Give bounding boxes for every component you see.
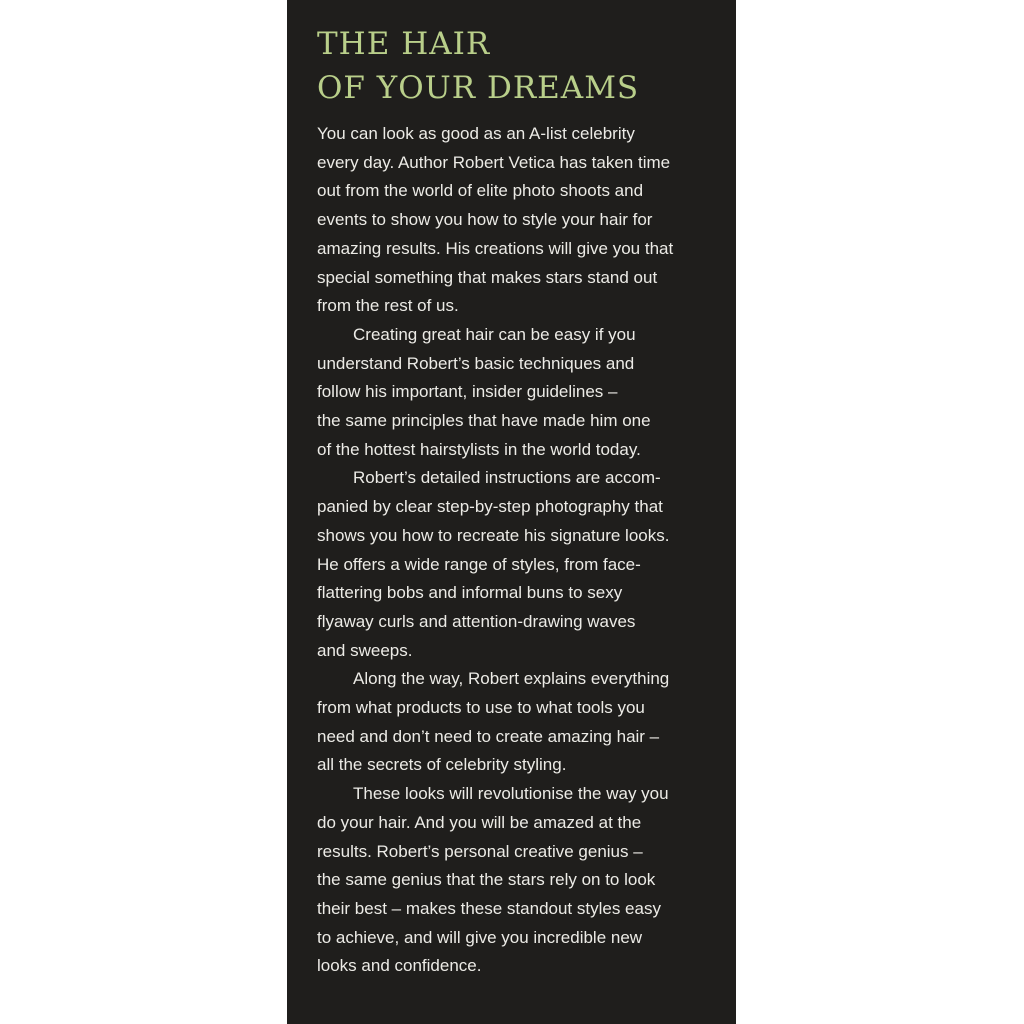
paragraph-2: Creating great hair can be easy if you understand Robert’s basic techniques and follow his important, insider guidelines – the same principles that have made him one of the hottest hairstylists in the world today. — [317, 324, 651, 459]
title-line-1: THE HAIR — [317, 26, 491, 62]
paragraph-1: You can look as good as an A-list celebrity every day. Author Robert Vetica has taken time out from the world of elite photo shoots and events to show you how to style your hair for amazing results. His creations will give you that special something that makes stars stand out from the rest of us. — [317, 124, 674, 316]
blurb — [317, 120, 718, 981]
back-cover-panel — [287, 0, 736, 1024]
paragraph-5: These looks will revolutionise the way you do your hair. And you will be amazed at the results. Robert’s personal creative genius – the same genius that the stars rely on to look their best – makes these standout styles easy to achieve, and will give you incredible new looks and confidence. — [317, 784, 669, 976]
title-line-2: OF YOUR DREAMS — [317, 70, 640, 106]
cover-title — [317, 22, 718, 110]
paragraph-3: Robert’s detailed instructions are accom- panied by clear step-by-step photography that shows you how to recreate his signature looks. He offers a wide range of styles, from face- flattering bobs and informal buns to sexy flyaway curls and attention-drawing waves and sweeps. — [317, 468, 670, 660]
paragraph-4: Along the way, Robert explains everything from what products to use to what tools you need and don’t need to create amazing hair – all the secrets of celebrity styling. — [317, 669, 670, 775]
